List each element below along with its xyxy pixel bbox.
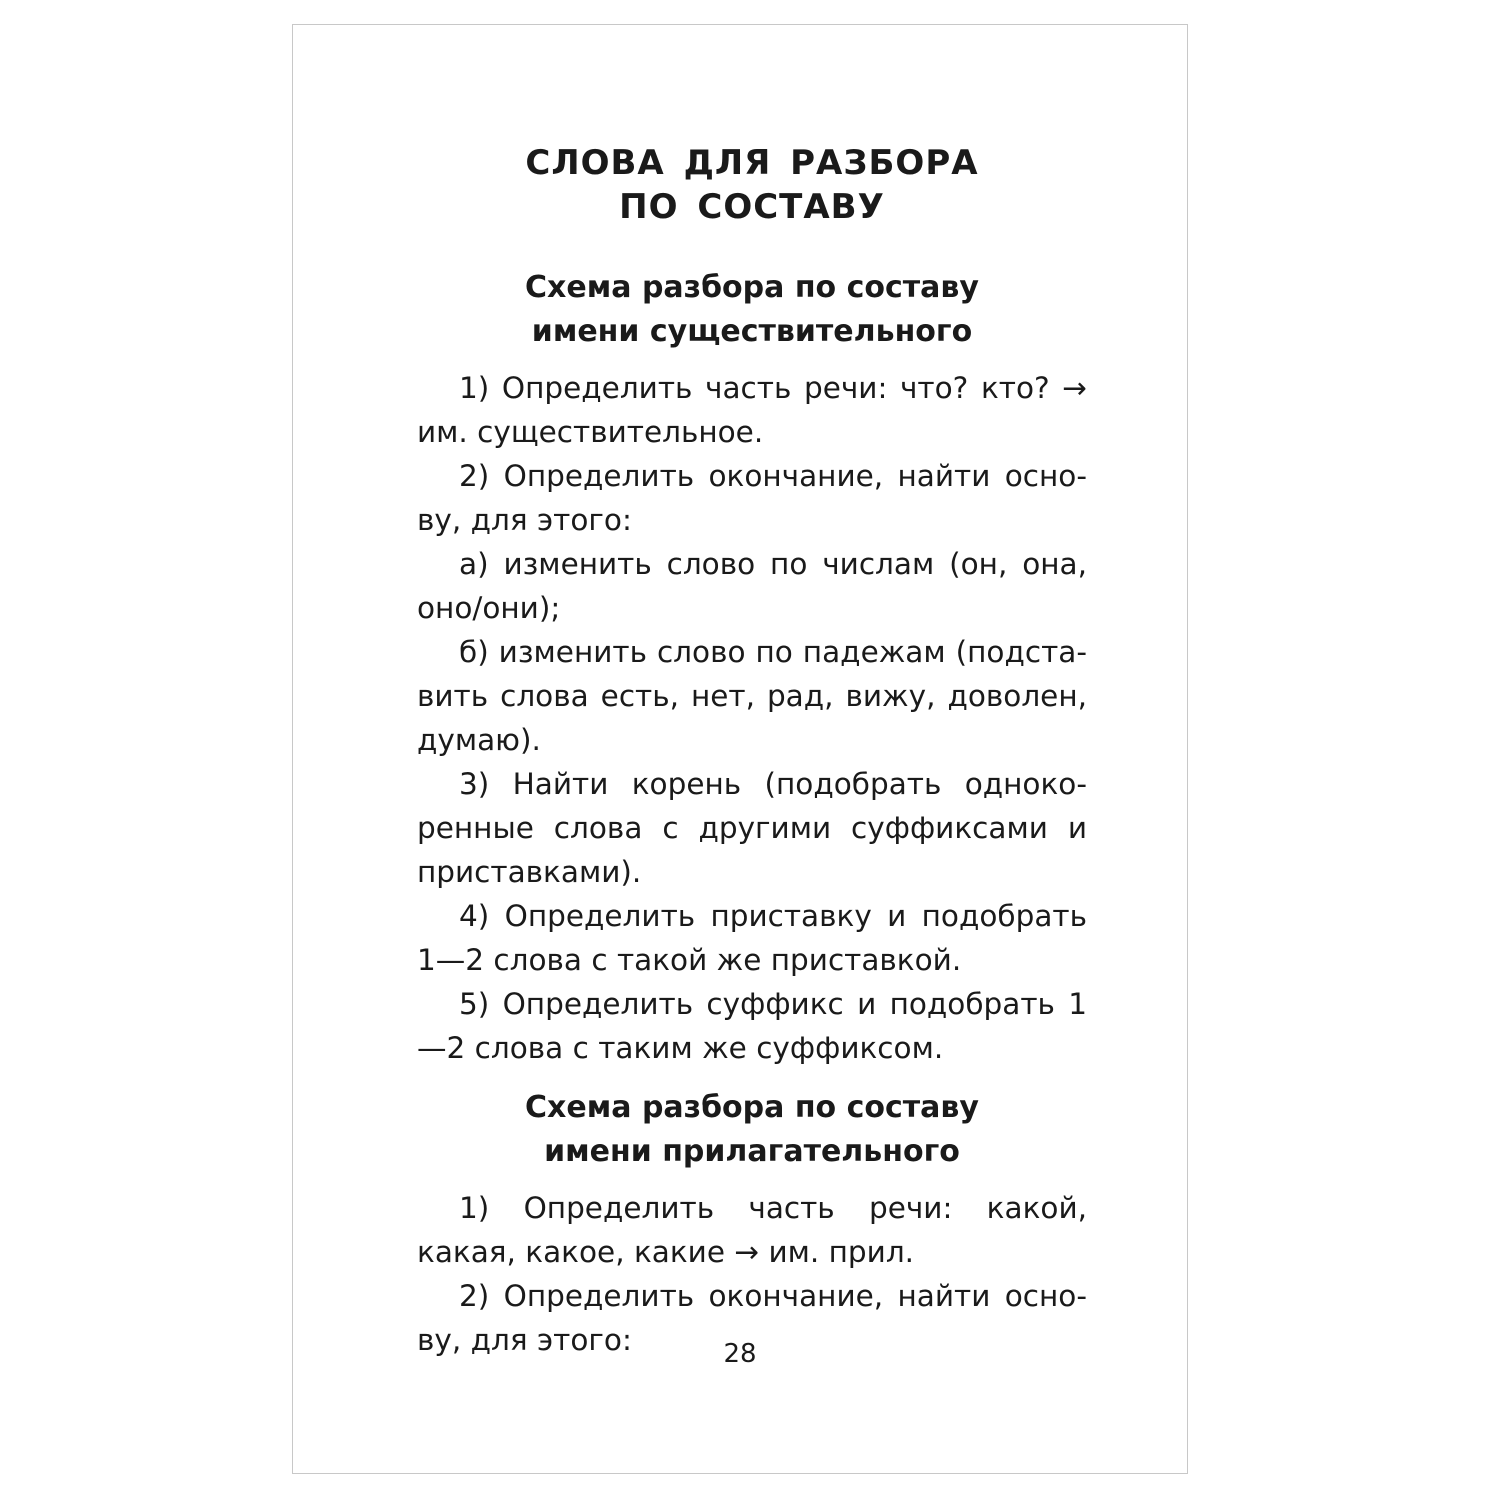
step-5-paragraph: 5) Определить суффикс и подобрать 1—2 слова с таким же суффиксом. <box>417 987 1087 1065</box>
section-title-line-2: имени прилагательного <box>544 1134 960 1169</box>
section-adjective-scheme <box>417 1086 1087 1362</box>
section-title-line-1: Схема разбора по составу <box>525 1090 979 1125</box>
section-title-line-1: Схема разбора по составу <box>525 270 979 305</box>
page-number: 28 <box>723 1339 757 1369</box>
section-title-line-2: имени существительного <box>531 314 973 349</box>
step-1-paragraph: 1) Определить часть речи: какой, какая, какое, какие → им. прил. <box>417 1191 1087 1269</box>
step-4-paragraph: 4) Определить приставку и подобрать 1—2 слова с такой же приставкой. <box>417 899 1087 977</box>
step-1-paragraph: 1) Определить часть речи: что? кто? → им. существительное. <box>417 371 1087 449</box>
step-2a-paragraph: а) изменить слово по числам (он, она, оно/они); <box>417 547 1087 625</box>
page-title-line-1: СЛОВА ДЛЯ РАЗБОРА <box>525 143 979 183</box>
step-2-paragraph: 2) Определить окончание, найти основу, для этого: <box>417 459 1087 537</box>
section-noun-scheme <box>417 266 1087 1070</box>
page-content <box>417 141 1087 1362</box>
book-page <box>292 24 1188 1474</box>
page-title-line-2: ПО СОСТАВУ <box>619 187 885 227</box>
step-3-paragraph: 3) Найти корень (подобрать однокоренные слова с другими суффиксами и приставками). <box>417 767 1087 889</box>
step-2b-paragraph: б) изменить слово по падежам (подставить слова есть, нет, рад, вижу, доволен, думаю). <box>417 635 1087 757</box>
section-title <box>417 266 1087 354</box>
section-title <box>417 1086 1087 1174</box>
step-2-paragraph: 2) Определить окончание, найти основу, для этого: <box>417 1279 1087 1357</box>
page-title <box>417 141 1087 229</box>
